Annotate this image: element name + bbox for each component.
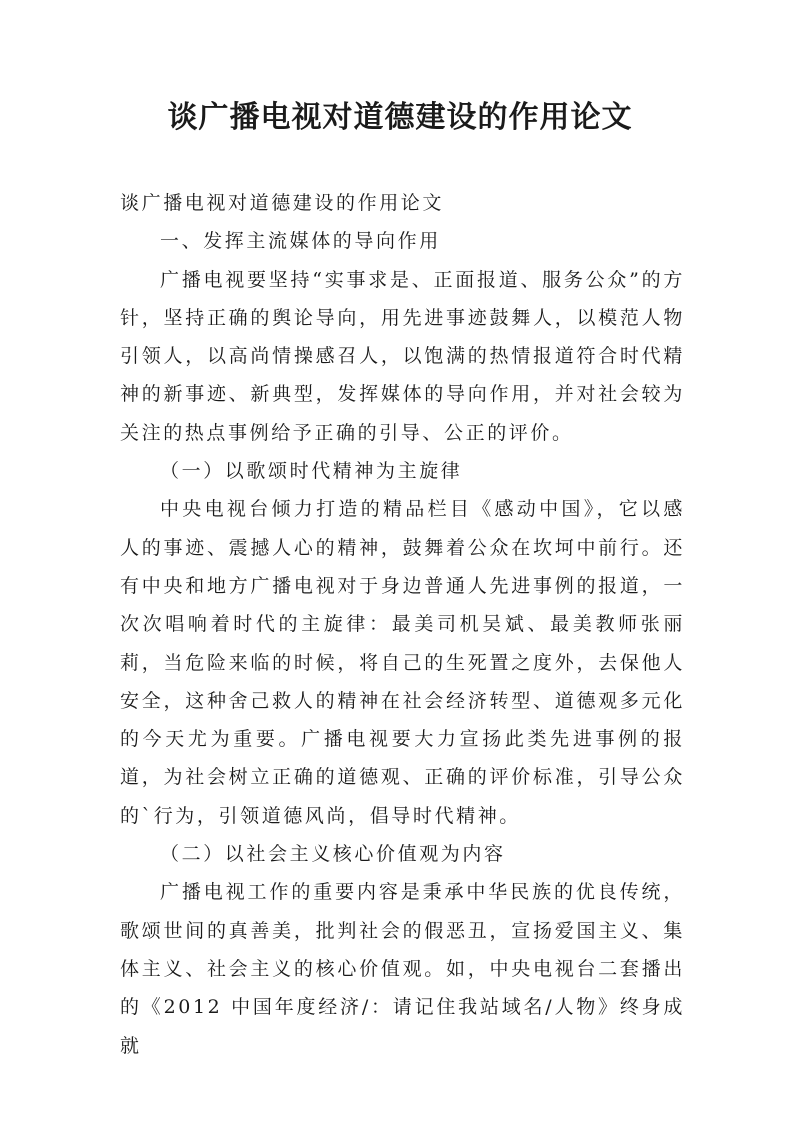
subsection-heading-1: （一）以歌颂时代精神为主旋律 — [160, 460, 463, 483]
paragraph-body: 广播电视工作的重要内容是秉承中华民族的优良传统，歌颂世间的真善美，批判社会的假恶丑，宣扬爱国主义、集体主义、社会主义的核心价值观。如，中央电视台二套播出的《2012 中国年度经济/：请记住我站域名/人物》终身成就 — [120, 881, 685, 1057]
document-title: 谈广播电视对道德建设的作用论文 — [167, 100, 633, 135]
paragraph-repeat-title: 谈广播电视对道德建设的作用论文 — [120, 192, 445, 214]
subsection-heading-2: （二）以社会主义核心价值观为内容 — [160, 843, 506, 866]
paragraph-body: 中央电视台倾力打造的精品栏目《感动中国》，它以感人的事迹、震撼人心的精神，鼓舞着公众在坎坷中前行。还有中央和地方广播电视对于身边普通人先进事例的报道，一次次唱响着时代的主旋律：最美司机吴斌、最美教师张丽莉，当危险来临的时候，将自己的生死置之度外，去保他人安全，这种舍己救人的精神在社会经济转型、道德观多元化的今天尤为重要。广播电视要大力宣扬此类先进事例的报道，为社会树立正确的道德观、正确的评价标准，引导公众的`行为，引领道德风尚，倡导时代精神。 — [120, 498, 685, 827]
document-body — [120, 184, 685, 1065]
section-heading-1: 一、发挥主流媒体的导向作用 — [160, 230, 441, 253]
paragraph-body: 广播电视要坚持“实事求是、正面报道、服务公众”的方针，坚持正确的舆论导向，用先进事迹鼓舞人，以模范人物引领人，以高尚情操感召人，以饱满的热情报道符合时代精神的新事迹、新典型，发挥媒体的导向作用，并对社会较为关注的热点事例给予正确的引导、公正的评价。 — [120, 268, 685, 444]
